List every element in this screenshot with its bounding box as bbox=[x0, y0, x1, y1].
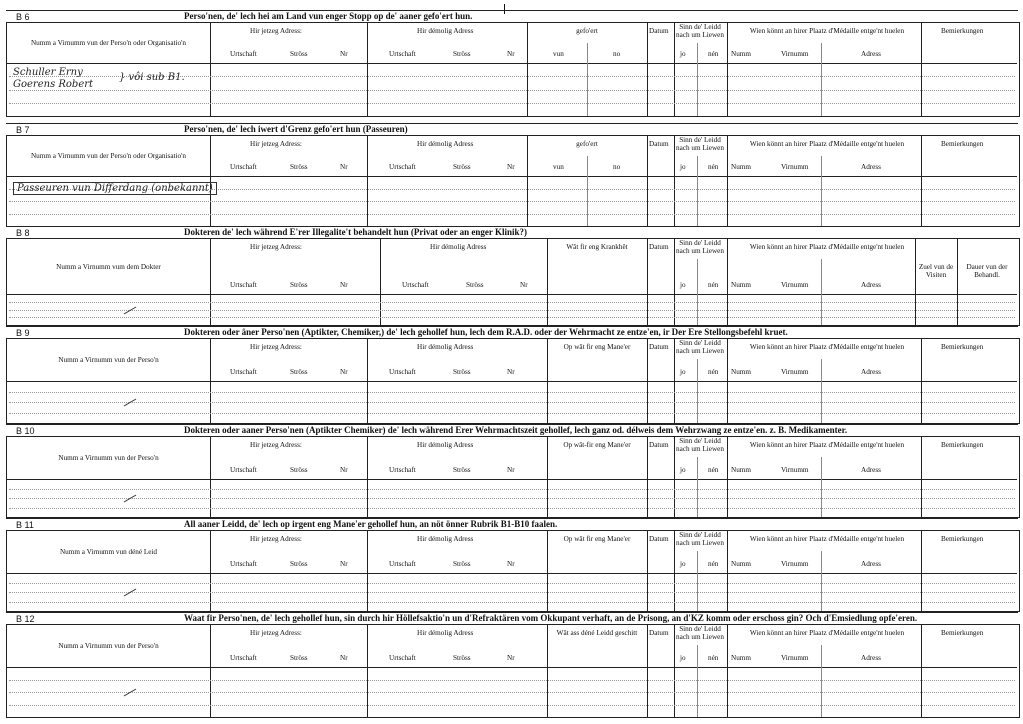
section-table bbox=[6, 22, 1020, 117]
date-header: Datum bbox=[649, 535, 669, 543]
surname-label: Numm bbox=[731, 50, 751, 58]
name-column-header: Numm a Virnumm vun der Perso'n bbox=[58, 642, 159, 650]
no-label: nén bbox=[708, 466, 719, 474]
column-divider bbox=[921, 531, 922, 611]
date-header: Datum bbox=[649, 243, 669, 251]
column-divider bbox=[367, 136, 368, 226]
nr-label: Nr bbox=[507, 560, 515, 568]
entry-line bbox=[9, 602, 1015, 603]
ortschaft-label: Urtschaft bbox=[230, 163, 257, 171]
column-divider bbox=[697, 43, 698, 116]
ortschaft-label: Urtschaft bbox=[389, 654, 416, 662]
column-divider bbox=[697, 259, 698, 325]
current-address-header: Hir jetzeg Adress: bbox=[250, 629, 302, 637]
form-page bbox=[6, 4, 1018, 720]
handwritten-entry: Passeuren vun Differdang (onbekannt) bbox=[13, 182, 217, 195]
nr-label: Nr bbox=[507, 654, 515, 662]
surname-label: Numm bbox=[731, 654, 751, 662]
column-divider bbox=[727, 339, 728, 423]
nr-label: Nr bbox=[507, 368, 515, 376]
entry-line bbox=[9, 310, 1015, 311]
column-divider bbox=[921, 339, 922, 423]
stross-label: Ströss bbox=[290, 281, 308, 289]
third-column-header: Wât ass déné Leidd geschitt bbox=[556, 629, 638, 637]
stross-label: Ströss bbox=[466, 281, 484, 289]
ortschaft-label: Urtschaft bbox=[230, 560, 257, 568]
no-label: nén bbox=[708, 281, 719, 289]
surname-label: Numm bbox=[731, 281, 751, 289]
medal-header: Wien könnt an hirer Plaatz d'Médaille entge'nt huelen bbox=[749, 243, 905, 251]
column-divider bbox=[587, 43, 588, 116]
stross-label: Ströss bbox=[290, 466, 308, 474]
entry-line bbox=[9, 592, 1015, 593]
column-divider bbox=[915, 239, 916, 325]
section-title: Perso'nen, de' lech hei am Land vun enger Stopp op de' aaner gefo'ert hun. bbox=[184, 11, 473, 21]
entry-line bbox=[9, 489, 1015, 490]
stross-label: Ströss bbox=[453, 654, 471, 662]
nr-label: Nr bbox=[340, 654, 348, 662]
column-divider bbox=[727, 437, 728, 517]
firstname-label: Virnumm bbox=[781, 368, 809, 376]
ortschaft-label: Urtschaft bbox=[389, 368, 416, 376]
ortschaft-label: Urtschaft bbox=[230, 281, 257, 289]
section-b6 bbox=[6, 10, 1018, 115]
firstname-label: Virnumm bbox=[781, 50, 809, 58]
nr-label: Nr bbox=[507, 466, 515, 474]
third-column-header: gefo'ert bbox=[576, 140, 598, 148]
column-divider bbox=[697, 645, 698, 717]
medal-header: Wien könnt an hirer Plaatz d'Médaille entge'nt huelen bbox=[749, 441, 905, 449]
third-column-header: gefo'ert bbox=[576, 27, 598, 35]
column-divider bbox=[210, 239, 211, 325]
ortschaft-label: Urtschaft bbox=[389, 466, 416, 474]
handwritten-entry: Goerens Robert bbox=[13, 79, 94, 90]
column-divider bbox=[674, 437, 675, 517]
name-column-header: Numm a Virnumm vun der Perso'n oder Organisatio'n bbox=[30, 39, 186, 47]
address-label: Adress bbox=[861, 50, 881, 58]
entry-line bbox=[9, 583, 1015, 584]
nr-label: Nr bbox=[340, 368, 348, 376]
current-address-header: Hir jetzeg Adress: bbox=[250, 140, 302, 148]
column-divider bbox=[547, 437, 548, 517]
entry-line bbox=[9, 392, 1015, 393]
no-label: nén bbox=[708, 163, 719, 171]
address-label: Adress bbox=[861, 281, 881, 289]
section-b11 bbox=[6, 518, 1018, 610]
current-address-header: Hir jetzeg Adress: bbox=[250, 243, 302, 251]
column-divider bbox=[957, 239, 958, 325]
surname-label: Numm bbox=[731, 560, 751, 568]
firstname-label: Virnumm bbox=[781, 163, 809, 171]
former-address-header: Hir démolig Adress bbox=[417, 140, 474, 148]
current-address-header: Hir jetzeg Adress: bbox=[250, 535, 302, 543]
medal-header: Wien könnt an hirer Plaatz d'Médaille entge'nt huelen bbox=[749, 27, 905, 35]
yes-label: jo bbox=[680, 50, 686, 58]
column-divider bbox=[527, 136, 528, 226]
column-divider bbox=[547, 531, 548, 611]
alive-header: Sinn de' Leidd nach um Liewen bbox=[676, 23, 724, 39]
remarks-header: Bemierkungen bbox=[941, 629, 984, 637]
section-code: B 8 bbox=[16, 228, 30, 238]
section-b10 bbox=[6, 424, 1018, 516]
medal-header: Wien könnt an hirer Plaatz d'Médaille entge'nt huelen bbox=[749, 535, 905, 543]
column-divider bbox=[727, 239, 728, 325]
column-divider bbox=[210, 339, 211, 423]
column-divider bbox=[587, 156, 588, 226]
alive-header: Sinn de' Leidd nach um Liewen bbox=[676, 531, 724, 547]
yes-label: jo bbox=[680, 368, 686, 376]
column-divider bbox=[210, 531, 211, 611]
nr-label: Nr bbox=[520, 281, 528, 289]
firstname-label: Virnumm bbox=[781, 654, 809, 662]
yes-label: jo bbox=[680, 560, 686, 568]
firstname-label: Virnumm bbox=[781, 466, 809, 474]
section-b9 bbox=[6, 326, 1018, 422]
stross-label: Ströss bbox=[290, 368, 308, 376]
third-column-header: Op wât-fir eng Mane'er bbox=[563, 441, 631, 449]
yes-label: jo bbox=[680, 654, 686, 662]
third-column-header: Wât fir eng Krankhêt bbox=[566, 243, 628, 251]
remarks-header: Bemierkungen bbox=[941, 343, 984, 351]
duration-header: Dauer vun der Behandl. bbox=[966, 263, 1008, 279]
handwritten-entry: Schuller Erny bbox=[13, 67, 83, 78]
column-divider bbox=[647, 625, 648, 717]
alive-header: Sinn de' Leidd nach um Liewen bbox=[676, 437, 724, 453]
former-address-header: Hir démolig Adress bbox=[417, 629, 474, 637]
address-label: Adress bbox=[861, 560, 881, 568]
current-address-header: Hir jetzeg Adress: bbox=[250, 441, 302, 449]
entry-line bbox=[9, 302, 1015, 303]
column-divider bbox=[367, 531, 368, 611]
from-label: vun bbox=[553, 50, 564, 58]
entry-line bbox=[9, 692, 1015, 693]
entry-line bbox=[9, 90, 1015, 91]
nr-label: Nr bbox=[340, 281, 348, 289]
remarks-header: Bemierkungen bbox=[941, 140, 984, 148]
current-address-header: Hir jetzeg Adress: bbox=[250, 27, 302, 35]
former-address-header: Hir démolig Adress bbox=[417, 441, 474, 449]
column-divider bbox=[921, 437, 922, 517]
address-label: Adress bbox=[861, 466, 881, 474]
column-divider bbox=[647, 136, 648, 226]
to-label: no bbox=[613, 163, 621, 171]
medal-header: Wien könnt an hirer Plaatz d'Médaille entge'nt huelen bbox=[749, 343, 905, 351]
remarks-header: Bemierkungen bbox=[941, 535, 984, 543]
section-title: Waat fir Perso'nen, de' lech gehollef hun, sin durch hir Höllefsaktio'n un d'Refraktären vom Okkupant verhaft, an de Prisong, an d'KZ komm oder erschoss gin? Och d'Emsiedlung opfe'eren. bbox=[184, 613, 918, 623]
third-column-header: Op wât fir eng Mane'er bbox=[563, 535, 631, 543]
ortschaft-label: Urtschaft bbox=[389, 50, 416, 58]
surname-label: Numm bbox=[731, 466, 751, 474]
current-address-header: Hir jetzeg Adress: bbox=[250, 343, 302, 351]
entry-line bbox=[9, 705, 1015, 706]
column-divider bbox=[697, 156, 698, 226]
entry-line bbox=[9, 317, 1015, 318]
name-column-header: Numm a Virnumm vun déné Leid bbox=[59, 548, 158, 556]
stross-label: Ströss bbox=[290, 50, 308, 58]
section-code: B 10 bbox=[16, 426, 35, 436]
column-divider bbox=[674, 136, 675, 226]
nr-label: Nr bbox=[507, 50, 515, 58]
former-address-header: Hir démolig Adress bbox=[417, 535, 474, 543]
section-code: B 6 bbox=[16, 12, 30, 22]
surname-label: Numm bbox=[731, 368, 751, 376]
medal-header: Wien könnt an hirer Plaatz d'Médaille entge'nt huelen bbox=[749, 140, 905, 148]
former-address-header: Hir démolig Adress bbox=[430, 243, 487, 251]
ortschaft-label: Urtschaft bbox=[230, 50, 257, 58]
entry-line bbox=[9, 680, 1015, 681]
stross-label: Ströss bbox=[453, 560, 471, 568]
section-title: Dokteren oder âner Perso'nen (Aptikter, Chemiker,) de' lech gehollef hun, lech dem R.A.D. oder der Wehrmacht ze entze'en, ir Der Ere Stellongsbefehl kruet. bbox=[184, 327, 788, 337]
ortschaft-label: Urtschaft bbox=[230, 368, 257, 376]
nr-label: Nr bbox=[340, 163, 348, 171]
no-label: nén bbox=[708, 654, 719, 662]
no-label: nén bbox=[708, 560, 719, 568]
section-table bbox=[6, 338, 1020, 424]
from-label: vun bbox=[553, 163, 564, 171]
column-divider bbox=[647, 339, 648, 423]
alive-header: Sinn de' Leidd nach um Liewen bbox=[676, 339, 724, 355]
column-divider bbox=[821, 156, 822, 226]
column-divider bbox=[821, 645, 822, 717]
date-header: Datum bbox=[649, 140, 669, 148]
column-divider bbox=[367, 339, 368, 423]
section-b7 bbox=[6, 123, 1018, 225]
nr-label: Nr bbox=[340, 466, 348, 474]
column-divider bbox=[647, 437, 648, 517]
yes-label: jo bbox=[680, 281, 686, 289]
nr-label: Nr bbox=[507, 163, 515, 171]
nr-label: Nr bbox=[340, 50, 348, 58]
date-header: Datum bbox=[649, 343, 669, 351]
handwritten-entry: } vôi sub B1. bbox=[119, 72, 185, 83]
column-divider bbox=[921, 136, 922, 226]
section-table bbox=[6, 530, 1020, 612]
stross-label: Ströss bbox=[290, 560, 308, 568]
third-column-header: Op wât fir eng Mane'er bbox=[563, 343, 631, 351]
column-divider bbox=[210, 136, 211, 226]
section-code: B 7 bbox=[16, 125, 30, 135]
section-b8 bbox=[6, 226, 1018, 324]
column-divider bbox=[210, 625, 211, 717]
remarks-header: Bemierkungen bbox=[941, 441, 984, 449]
section-table bbox=[6, 624, 1020, 718]
alive-header: Sinn de' Leidd nach um Liewen bbox=[676, 136, 724, 152]
date-header: Datum bbox=[649, 441, 669, 449]
former-address-header: Hir démolig Adress bbox=[417, 27, 474, 35]
ortschaft-label: Urtschaft bbox=[402, 281, 429, 289]
column-divider bbox=[674, 239, 675, 325]
stross-label: Ströss bbox=[453, 466, 471, 474]
section-title: Perso'nen, de' lech iwert d'Grenz gefo'ert hun (Passeuren) bbox=[184, 124, 408, 134]
column-divider bbox=[647, 531, 648, 611]
firstname-label: Virnumm bbox=[781, 560, 809, 568]
no-label: nén bbox=[708, 50, 719, 58]
section-code: B 11 bbox=[16, 520, 34, 530]
stross-label: Ströss bbox=[453, 50, 471, 58]
ortschaft-label: Urtschaft bbox=[389, 560, 416, 568]
date-header: Datum bbox=[649, 27, 669, 35]
entry-line bbox=[9, 214, 1015, 215]
name-column-header: Numm a Virnumm vun der Perso'n oder Organisatio'n bbox=[30, 152, 186, 160]
name-column-header: Numm a Virnumm vun der Perso'n bbox=[58, 356, 159, 364]
alive-header: Sinn de' Leidd nach um Liewen bbox=[676, 625, 724, 641]
former-address-header: Hir démolig Adress bbox=[417, 343, 474, 351]
name-column-header: Numm a Virnumm vun der Perso'n bbox=[58, 454, 159, 462]
column-divider bbox=[547, 239, 548, 325]
date-header: Datum bbox=[649, 629, 669, 637]
alive-header: Sinn de' Leidd nach um Liewen bbox=[676, 239, 724, 255]
ortschaft-label: Urtschaft bbox=[230, 466, 257, 474]
yes-label: jo bbox=[680, 163, 686, 171]
to-label: no bbox=[613, 50, 621, 58]
entry-line bbox=[9, 498, 1015, 499]
name-column-header: Numm a Virnumm vum dem Dokter bbox=[56, 263, 161, 271]
column-divider bbox=[921, 625, 922, 717]
ortschaft-label: Urtschaft bbox=[230, 654, 257, 662]
section-title: All aaner Leidd, de' lech op irgent eng Mane'er gehollef hun, an nöt önner Rubrik B1-B10 faalen. bbox=[184, 519, 558, 529]
column-divider bbox=[821, 259, 822, 325]
address-label: Adress bbox=[861, 163, 881, 171]
column-divider bbox=[727, 136, 728, 226]
column-divider bbox=[674, 531, 675, 611]
column-divider bbox=[547, 625, 548, 717]
column-divider bbox=[727, 625, 728, 717]
section-title: Dokteren de' lech während E'rer Illegalite't behandelt hun (Privat oder an enger Klinik?) bbox=[184, 227, 528, 237]
entry-line bbox=[9, 402, 1015, 403]
stross-label: Ströss bbox=[290, 654, 308, 662]
entry-line bbox=[9, 201, 1015, 202]
column-divider bbox=[674, 339, 675, 423]
column-divider bbox=[380, 239, 381, 325]
column-divider bbox=[727, 531, 728, 611]
no-label: nén bbox=[708, 368, 719, 376]
column-divider bbox=[367, 625, 368, 717]
surname-label: Numm bbox=[731, 163, 751, 171]
column-divider bbox=[821, 43, 822, 116]
entry-line bbox=[9, 508, 1015, 509]
section-table bbox=[6, 436, 1020, 518]
yes-label: jo bbox=[680, 466, 686, 474]
nr-label: Nr bbox=[340, 560, 348, 568]
address-label: Adress bbox=[861, 654, 881, 662]
column-divider bbox=[210, 437, 211, 517]
section-code: B 9 bbox=[16, 328, 30, 338]
column-divider bbox=[647, 239, 648, 325]
visits-header: Zuel vun de Visiten bbox=[918, 263, 954, 279]
remarks-header: Bemierkungen bbox=[941, 27, 984, 35]
firstname-label: Virnumm bbox=[781, 281, 809, 289]
section-b12 bbox=[6, 612, 1018, 716]
column-divider bbox=[547, 339, 548, 423]
medal-header: Wien könnt an hirer Plaatz d'Médaille entge'nt huelen bbox=[749, 629, 905, 637]
section-table bbox=[6, 238, 1020, 326]
section-title: Dokteren oder aaner Perso'nen (Aptikter Chemiker) de' lech während Erer Wehrmachtszeit gehollef, lech ganz od. délweis dem Wehrzwang ze entze'en. z. B. Medikamenter. bbox=[184, 425, 848, 435]
column-divider bbox=[367, 437, 368, 517]
stross-label: Ströss bbox=[453, 368, 471, 376]
entry-line bbox=[9, 103, 1015, 104]
stross-label: Ströss bbox=[453, 163, 471, 171]
stross-label: Ströss bbox=[290, 163, 308, 171]
address-label: Adress bbox=[861, 368, 881, 376]
section-table bbox=[6, 135, 1020, 227]
ortschaft-label: Urtschaft bbox=[389, 163, 416, 171]
entry-line bbox=[9, 413, 1015, 414]
column-divider bbox=[674, 625, 675, 717]
section-code: B 12 bbox=[16, 614, 35, 624]
